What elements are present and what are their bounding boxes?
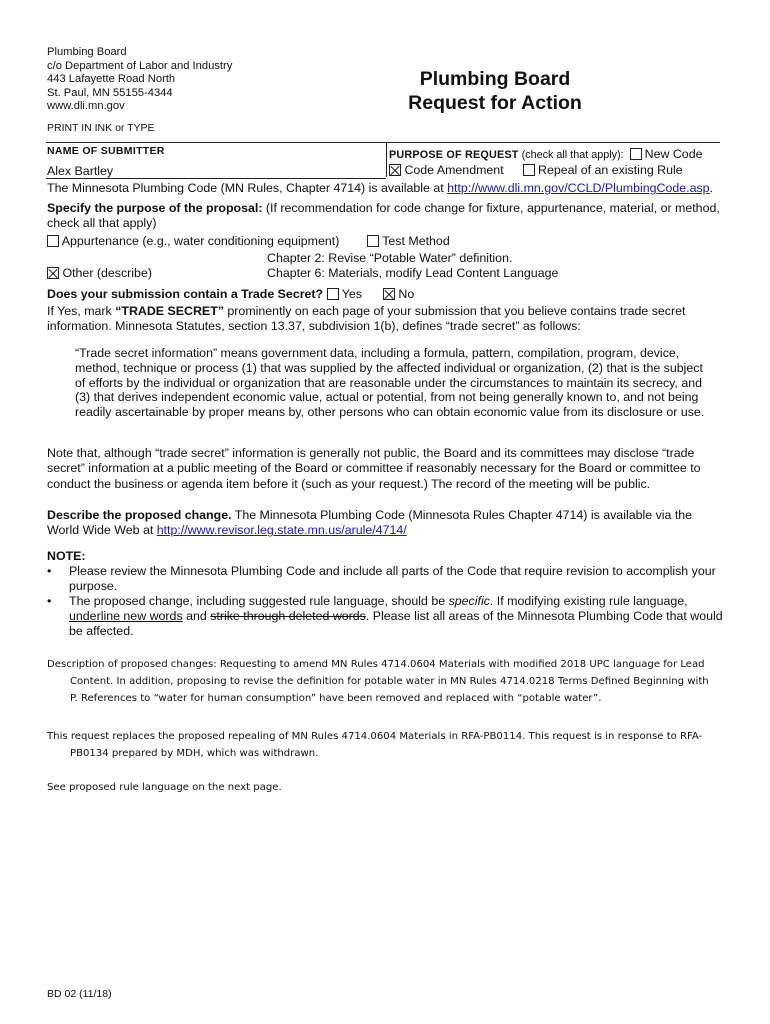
trade-secret-text: If Yes, mark	[47, 304, 116, 318]
address-line: c/o Department of Labor and Industry	[47, 59, 233, 72]
underline-example: underline new words	[69, 609, 183, 623]
replacement-note	[47, 728, 727, 762]
no-label: No	[398, 287, 415, 301]
trade-secret-no-checkbox[interactable]	[383, 288, 395, 300]
replacement-line: PB0134 prepared by MDH, which was withdrawn.	[70, 748, 319, 759]
code-amendment-checkbox[interactable]	[389, 164, 401, 176]
purpose-options	[389, 163, 683, 177]
form-number: BD 02 (11/18)	[47, 988, 112, 1000]
bullet-text-and: and	[182, 609, 211, 623]
form-title	[395, 67, 595, 115]
specify-text: (If recommendation for code change for fixture, appurtenance, material, or method, check all that apply)	[47, 201, 720, 230]
availability-end: .	[709, 181, 713, 195]
bullet-icon: •	[47, 564, 52, 578]
strikethrough-example: strike through deleted words	[210, 609, 366, 623]
trade-secret-note: Note that, although “trade secret” information is generally not public, the Board and its committees may disclose “trade secret” information at a public meeting of the Board or committee if reasonably necessary for the Board or committee to conduct the business or agenda item before it (such as your request.) The record of the meeting will be public.	[47, 446, 701, 491]
trade-secret-instructions	[47, 304, 727, 335]
see-next-page: See proposed rule language on the next page.	[47, 782, 282, 793]
yes-label: Yes	[341, 287, 363, 301]
trade-secret-definition: “Trade secret information” means government data, including a formula, pattern, compilation, program, device, method, technique or process (1) that was supplied by the affected individual or organization, (2) that is the subject of efforts by the individual or organization that are reasonable under the circumstances to maintain its secrecy, and (3) that derives independent economic value, actual or potential, from not being generally known to, and not being readily ascertainable by proper means by, other persons who can obtain economic value from its disclosure or use.	[75, 346, 705, 420]
trade-secret-mark: “TRADE SECRET”	[115, 304, 224, 318]
appurtenance-label: Appurtenance (e.g., water conditioning equipment)	[61, 234, 340, 248]
purpose-label: PURPOSE OF REQUEST	[389, 149, 519, 161]
bullet-emphasis: specific	[448, 594, 490, 608]
purpose-of-request	[389, 147, 702, 161]
description-line: Content. In addition, proposing to revise the definition for potable water in MN Rules 4714.0218 Terms Defined Beginning with	[70, 676, 709, 687]
address-line: Plumbing Board	[47, 46, 127, 58]
test-method-label: Test Method	[382, 234, 450, 248]
description-line: Description of proposed changes: Requesting to amend MN Rules 4714.0604 Materials with modified 2018 UPC language for Lead	[47, 659, 705, 670]
specify-heading: Specify the purpose of the proposal:	[47, 201, 263, 215]
bullet-text: The proposed change, including suggested rule language, should be	[69, 594, 449, 608]
code-amendment-label: Code Amendment	[404, 163, 504, 177]
print-instruction: PRINT IN INK or TYPE	[47, 122, 155, 134]
trade-secret-question	[47, 287, 414, 301]
address-block	[47, 46, 232, 114]
describe-heading: Describe the proposed change.	[47, 508, 232, 522]
trade-secret-text-cont: prominently on each page of your submission that you believe contains trade secret information. Minnesota Statutes, section 13.37, subdivision 1(b), defines “trade secret” as follows:	[47, 304, 686, 334]
appurtenance-checkbox[interactable]	[47, 235, 59, 247]
bullet-text-end: . Please list all areas of the Minnesota Plumbing Code that would be affected.	[69, 609, 723, 638]
new-code-label: New Code	[644, 147, 703, 161]
form-title-line1: Plumbing Board	[419, 68, 571, 90]
bullet-text: Please review the Minnesota Plumbing Code and include all parts of the Code that require revision to accomplish your purpose.	[69, 564, 716, 593]
trade-secret-yes-checkbox[interactable]	[327, 288, 339, 300]
describe-change	[47, 508, 727, 539]
describe-text: The Minnesota Plumbing Code (Minnesota Rules Chapter 4714) is available via the World Wide Web at	[47, 508, 693, 538]
trade-secret-question-text: Does your submission contain a Trade Secret?	[47, 287, 324, 301]
replacement-line: This request replaces the proposed repealing of MN Rules 4714.0604 Materials in RFA-PB0114. This request is in response to RFA-	[47, 731, 703, 742]
specify-options-row	[47, 234, 339, 248]
bullet-icon: •	[47, 594, 52, 608]
note-heading	[47, 549, 86, 563]
list-item	[47, 594, 727, 639]
specify-purpose	[47, 201, 727, 231]
description-line: P. References to “water for human consumption” have been removed and replaced with “potable water”.	[70, 693, 602, 704]
other-option	[47, 266, 152, 280]
note-heading-text: NOTE:	[47, 549, 86, 563]
form-title-line2: Request for Action	[408, 92, 582, 114]
note-list	[47, 564, 727, 639]
other-label: Other (describe)	[62, 266, 152, 280]
other-description-line1: Chapter 2: Revise “Potable Water” definition.	[267, 251, 513, 265]
address-line: St. Paul, MN 55155-4344	[47, 86, 173, 99]
purpose-label-note: (check all that apply):	[518, 149, 624, 161]
list-item	[47, 564, 727, 594]
address-line: www.dli.mn.gov	[47, 100, 125, 113]
submitter-name-field[interactable]: Alex Bartley	[47, 164, 114, 178]
proposed-changes-description	[47, 656, 727, 707]
test-method-option	[367, 234, 450, 248]
repeal-checkbox[interactable]	[523, 164, 535, 176]
submitter-underline	[46, 178, 386, 179]
address-line: 443 Lafayette Road North	[47, 73, 176, 86]
availability-text: The Minnesota Plumbing Code (MN Rules, Chapter 4714) is available at	[47, 181, 448, 195]
repeal-label: Repeal of an existing Rule	[538, 163, 683, 177]
other-checkbox[interactable]	[47, 267, 59, 279]
bullet-text-cont: . If modifying existing rule language,	[489, 594, 688, 608]
plumbing-code-link[interactable]: http://www.dli.mn.gov/CCLD/PlumbingCode.asp	[447, 181, 710, 195]
test-method-checkbox[interactable]	[367, 235, 379, 247]
revisor-link[interactable]: http://www.revisor.leg.state.mn.us/arule/4714/	[156, 523, 407, 538]
other-description-line2: Chapter 6: Materials, modify Lead Content Language	[267, 266, 559, 280]
submitter-label: NAME OF SUBMITTER	[47, 145, 165, 157]
code-availability	[47, 181, 713, 195]
new-code-checkbox[interactable]	[630, 148, 642, 160]
